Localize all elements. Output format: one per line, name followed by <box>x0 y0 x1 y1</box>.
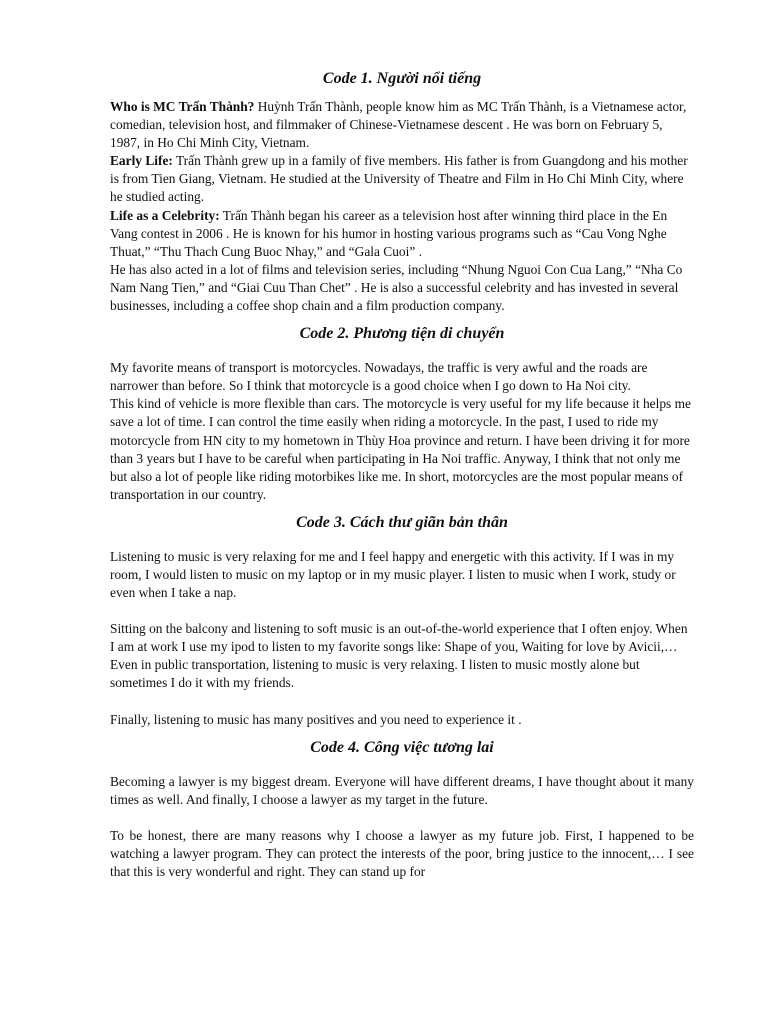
paragraph-text: Trấn Thành began his career as a television host after winning third place in the En Vang contest in 2006 . He is known for his humor in hosting various programs such as “Cau Vong Nghe Thuat,” “Thu Thach Cung Buoc Nhay,” and “Gala Cuoi” . <box>110 207 668 259</box>
section-title-1: Code 1. Người nổi tiếng <box>322 70 482 87</box>
paragraph <box>110 152 694 206</box>
paragraph-text: Huỳnh Trấn Thành, people know him as MC Trấn Thành, is a Vietnamese actor, comedian, television host, and filmmaker of Chinese-Vietnamese descent . He was born on February 5, 1987, in Ho Chi Minh City, Vietnam. <box>110 99 687 151</box>
paragraph <box>110 98 694 152</box>
paragraph: To be honest, there are many reasons why I choose a lawyer as my future job. First, I happened to be watching a lawyer program. They can protect the interests of the poor, bring justice to the innocent,… I see that this is very wonderful and right. They can stand up for <box>110 827 694 879</box>
paragraph <box>110 261 694 315</box>
paragraph-text: He has also acted in a lot of films and television series, including “Nhung Nguoi Con Cua Lang,” “Nha Co Nam Nang Tien,” and “Giai Cuu Than Chet” . He is also a successful celebrity and has invested in several businesses, including a coffee shop chain and a film production company. <box>110 261 683 314</box>
paragraph: Sitting on the balcony and listening to soft music is an out-of-the-world experience that I often enjoy. When I am at work I use my ipod to listen to my favorite songs like: Shape of you, Waiting for love by Avicii,…Even in public transportation, listening to music is very relaxing. I listen to music mostly alone but sometimes I do it with my friends. <box>110 621 688 691</box>
paragraph-text: Trấn Thành grew up in a family of five members. His father is from Guangdong and his mother is from Tien Giang, Vietnam. He studied at the University of Theatre and Film in Ho Chi Minh City, where he studied acting. <box>110 153 688 205</box>
section-title-2: Code 2. Phương tiện di chuyển <box>299 325 505 343</box>
paragraph: Finally, listening to music has many positives and you need to experience it . <box>110 711 522 727</box>
paragraph: My favorite means of transport is motorcycles. Nowadays, the traffic is very awful and the roads are narrower than before. So I think that motorcycle is a good choice when I go down to Ha Noi city. <box>110 360 648 394</box>
paragraph: This kind of vehicle is more flexible than cars. The motorcycle is very useful for my life because it helps me save a lot of time. I can control the time easily when riding a motorcycle. In the past, I used to ride my motorcycle from HN city to my hometown in Thùy Hoa province and return. I have been driving it for more than 3 years but I have to be careful when participating in Ha Noi traffic. Anyway, I think that not only me but also a lot of people like riding motorbikes like me. In short, motorcycles are the most popular means of transportation in our country. <box>110 396 691 502</box>
paragraph-label: Life as a Celebrity: <box>110 207 220 223</box>
paragraph: Listening to music is very relaxing for me and I feel happy and energetic with this activity. If I was in my room, I would listen to music on my laptop or in my music player. I listen to music when I work, study or even when I take a nap. <box>110 548 676 601</box>
paragraph: Becoming a lawyer is my biggest dream. Everyone will have different dreams, I have thought about it many times as well. And finally, I choose a lawyer as my target in the future. <box>110 773 694 807</box>
section-title-3: Code 3. Cách thư giãn bản thân <box>296 513 508 531</box>
section-title-4: Code 4. Công việc tương lai <box>310 738 494 756</box>
paragraph-label: Early Life: <box>110 153 173 169</box>
document-page <box>110 68 694 881</box>
paragraph-label: Who is MC Trấn Thành? <box>110 99 255 114</box>
paragraph <box>110 207 694 261</box>
